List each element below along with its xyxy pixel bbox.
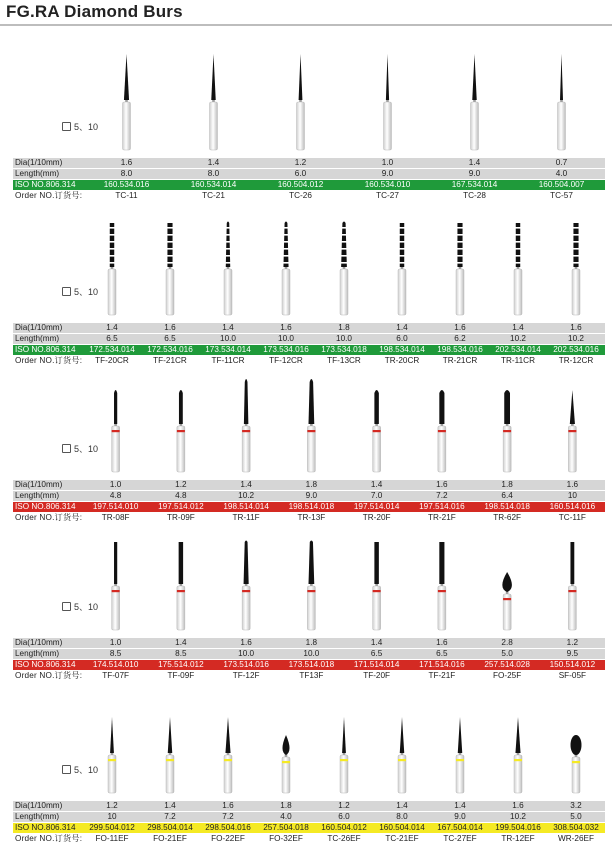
length-cell: 6.5	[164, 334, 176, 343]
spec-table	[13, 323, 605, 367]
iso-cell: 167.504.014	[437, 823, 483, 832]
bur-tc-26	[297, 54, 305, 150]
dia-cell: 2.8	[501, 638, 513, 647]
order-cell: TF-21CR	[153, 356, 187, 365]
pack-quantity-text: 5、10	[74, 765, 99, 775]
dia-cell: 1.6	[436, 638, 448, 647]
length-cell: 9.0	[454, 812, 466, 821]
length-row-label: Length(mm)	[15, 812, 60, 821]
order-cell: TF-21F	[428, 671, 456, 680]
dia-cell: 1.8	[501, 480, 513, 489]
length-cell: 8.0	[120, 169, 133, 178]
length-row-label: Length(mm)	[15, 491, 60, 500]
package-box-icon	[62, 765, 71, 774]
bur-illustrations	[0, 205, 612, 323]
bur-tr-09f	[177, 390, 185, 472]
order-cell: TC-11	[115, 191, 138, 200]
bur-fo-32ef	[282, 735, 290, 793]
iso-cell: 174.514.010	[92, 660, 139, 669]
length-cell: 10	[107, 812, 117, 821]
iso-cell: 298.504.014	[147, 823, 193, 832]
order-cell: TR-09F	[167, 513, 195, 522]
order-cell: TF-11CR	[211, 356, 245, 365]
iso-cell: 173.534.016	[263, 345, 309, 354]
bur-tr-62f	[503, 390, 511, 472]
length-row-label: Length(mm)	[15, 169, 60, 178]
dia-row-label: Dia(1/10mm)	[15, 801, 63, 810]
order-cell: FO-25F	[493, 671, 522, 680]
bur-tf-12cr	[282, 222, 290, 316]
dia-cell: 1.6	[164, 323, 176, 332]
order-cell: SF-05F	[558, 671, 587, 680]
bur-tc-27ef	[456, 717, 464, 793]
dia-cell: 1.4	[222, 323, 234, 332]
package-box-icon	[62, 602, 71, 611]
iso-cell: 202.534.014	[495, 345, 541, 354]
dia-row	[13, 480, 605, 491]
bur-section	[0, 40, 612, 200]
dia-cell: 1.2	[566, 638, 579, 647]
bur-tc-57	[558, 54, 566, 150]
iso-cell: 298.504.016	[205, 823, 251, 832]
bur-illustrations	[0, 683, 612, 801]
order-row-label: Order NO.订货号:	[15, 356, 83, 365]
iso-row-label: ISO NO.806.314	[15, 502, 76, 511]
length-cell: 7.2	[436, 491, 448, 500]
bur-tr-21f	[438, 390, 446, 472]
iso-cell: 173.514.018	[288, 660, 335, 669]
dia-cell: 1.4	[396, 323, 408, 332]
iso-cell: 171.514.014	[353, 660, 400, 669]
iso-cell: 197.514.014	[353, 502, 400, 511]
bur-tr-20cr	[398, 223, 406, 315]
dia-cell: 1.4	[396, 801, 408, 810]
order-cell: TC-26	[289, 191, 312, 200]
length-row-label: Length(mm)	[15, 649, 60, 658]
dia-cell: 1.4	[512, 323, 524, 332]
bur-tf-07f	[112, 542, 120, 630]
length-cell: 9.0	[381, 169, 394, 178]
order-cell: TR-08F	[101, 513, 130, 522]
dia-row	[13, 323, 605, 334]
length-cell: 10.2	[510, 334, 526, 343]
order-cell: TC-21	[202, 191, 225, 200]
iso-row	[13, 823, 605, 834]
iso-cell: 160.534.010	[364, 180, 411, 189]
spec-table	[13, 638, 605, 682]
iso-cell: 160.504.012	[277, 180, 324, 189]
length-cell: 4.0	[555, 169, 568, 178]
bur-tr-11cr	[514, 223, 522, 315]
bur-tf-20cr	[108, 223, 116, 315]
bur-tr-21cr	[456, 223, 464, 315]
iso-cell: 175.514.012	[158, 660, 204, 669]
order-cell: TR-12EF	[501, 834, 535, 843]
length-cell: 6.2	[454, 334, 466, 343]
dia-cell: 1.8	[305, 480, 318, 489]
length-cell: 5.0	[501, 649, 513, 658]
iso-row-label: ISO NO.806.314	[15, 345, 76, 354]
dia-cell: 1.0	[109, 638, 122, 647]
dia-cell: 1.6	[222, 801, 234, 810]
package-box-icon	[62, 444, 71, 453]
iso-row	[13, 502, 605, 513]
bur-illustrations	[0, 40, 612, 158]
iso-cell: 197.514.010	[92, 502, 139, 511]
iso-cell: 257.504.018	[263, 823, 309, 832]
bur-tc-21ef	[398, 717, 406, 793]
order-cell: TC-21EF	[385, 834, 419, 843]
length-cell: 9.0	[468, 169, 481, 178]
length-cell: 8.0	[207, 169, 220, 178]
order-cell: TR-62F	[493, 513, 521, 522]
pack-quantity	[62, 285, 98, 298]
length-cell: 7.2	[222, 812, 234, 821]
pack-quantity-text: 5、10	[74, 122, 99, 132]
order-row	[13, 834, 605, 845]
dia-cell: 1.0	[381, 158, 394, 167]
bur-section	[0, 520, 612, 680]
order-cell: TC-26EF	[327, 834, 361, 843]
order-cell: TF-12F	[232, 671, 260, 680]
iso-row-label: ISO NO.806.314	[15, 660, 76, 669]
order-cell: TR-12CR	[558, 356, 594, 365]
length-row	[13, 649, 605, 660]
pack-quantity	[62, 600, 98, 613]
title-divider	[0, 24, 612, 26]
order-cell: FO-32EF	[269, 834, 303, 843]
dia-cell: 1.4	[175, 638, 187, 647]
bur-tf-21cr	[166, 223, 174, 315]
bur-tf-21f	[438, 542, 446, 630]
order-cell: TR-21F	[428, 513, 456, 522]
iso-cell: 198.514.014	[223, 502, 269, 511]
order-cell: TC-11F	[558, 513, 586, 522]
dia-cell: 1.2	[338, 801, 350, 810]
bur-fo-22ef	[224, 717, 232, 793]
length-row	[13, 491, 605, 502]
order-cell: TR-20CR	[384, 356, 420, 365]
iso-cell: 160.504.014	[379, 823, 425, 832]
bur-tr-11f	[242, 379, 250, 472]
iso-row-label: ISO NO.806.314	[15, 180, 76, 189]
dia-row-label: Dia(1/10mm)	[15, 480, 63, 489]
page-title: FG.RA Diamond Burs	[6, 2, 183, 21]
bur-tc-11	[123, 54, 131, 150]
length-cell: 6.0	[338, 812, 350, 821]
order-cell: WR-26EF	[558, 834, 594, 843]
dia-cell: 1.6	[566, 480, 579, 489]
dia-cell: 1.4	[370, 480, 383, 489]
iso-cell: 160.504.012	[321, 823, 367, 832]
dia-cell: 1.6	[280, 323, 292, 332]
package-box-icon	[62, 287, 71, 296]
dia-cell: 1.4	[454, 801, 466, 810]
bur-wr-26ef	[571, 735, 582, 793]
bur-illustrations	[0, 362, 612, 480]
dia-row-label: Dia(1/10mm)	[15, 638, 63, 647]
dia-cell: 1.4	[164, 801, 176, 810]
bur-tf13f	[307, 541, 315, 631]
order-cell: TC-28	[463, 191, 486, 200]
order-row-label: Order NO.订货号:	[15, 834, 83, 843]
bur-section	[0, 205, 612, 365]
iso-cell: 198.514.018	[288, 502, 335, 511]
dia-cell: 1.4	[106, 323, 118, 332]
iso-cell: 198.514.018	[484, 502, 530, 511]
dia-cell: 1.6	[570, 323, 582, 332]
dia-row	[13, 638, 605, 649]
package-box-icon	[62, 122, 71, 131]
spec-table	[13, 158, 605, 202]
iso-cell: 308.504.032	[553, 823, 599, 832]
length-cell: 10.0	[303, 649, 320, 658]
length-cell: 9.0	[305, 491, 318, 500]
iso-cell: 160.514.016	[549, 502, 596, 511]
length-cell: 10.2	[510, 812, 526, 821]
bur-fo-11ef	[108, 717, 116, 793]
order-cell: TR-13F	[297, 513, 326, 522]
length-row	[13, 812, 605, 823]
dia-row-label: Dia(1/10mm)	[15, 323, 63, 332]
iso-cell: 160.534.014	[190, 180, 237, 189]
iso-cell: 197.514.016	[419, 502, 465, 511]
pack-quantity-text: 5、10	[74, 444, 99, 454]
dia-row	[13, 158, 605, 169]
order-cell: TC-27EF	[443, 834, 477, 843]
order-cell: TR-11F	[232, 513, 260, 522]
dia-cell: 1.6	[240, 638, 252, 647]
iso-cell: 172.534.016	[147, 345, 193, 354]
dia-cell: 3.2	[570, 801, 582, 810]
dia-cell: 1.2	[175, 480, 187, 489]
iso-row	[13, 345, 605, 356]
length-cell: 4.8	[175, 491, 187, 500]
order-row	[13, 191, 605, 202]
bur-tf-09f	[177, 542, 185, 630]
bur-tf-11cr	[224, 222, 232, 316]
pack-quantity-text: 5、10	[74, 602, 99, 612]
dia-cell: 1.4	[468, 158, 481, 167]
bur-tr-08f	[112, 390, 120, 472]
order-cell: TR-21CR	[442, 356, 478, 365]
iso-cell: 198.534.014	[379, 345, 425, 354]
length-cell: 8.5	[175, 649, 187, 658]
order-cell: TF13F	[299, 671, 324, 680]
iso-cell: 172.534.014	[89, 345, 135, 354]
dia-row-label: Dia(1/10mm)	[15, 158, 63, 167]
spec-table	[13, 801, 605, 845]
pack-quantity	[62, 763, 98, 776]
order-cell: TF-13CR	[327, 356, 361, 365]
length-cell: 10.0	[278, 334, 294, 343]
dia-cell: 1.2	[294, 158, 307, 167]
order-cell: TC-57	[550, 191, 573, 200]
dia-cell: 1.0	[109, 480, 122, 489]
length-cell: 9.5	[566, 649, 579, 658]
iso-cell: 173.534.018	[321, 345, 367, 354]
order-cell: TF-07F	[102, 671, 130, 680]
order-cell: TR-20F	[362, 513, 391, 522]
iso-cell: 199.504.016	[495, 823, 541, 832]
pack-quantity	[62, 120, 98, 133]
dia-cell: 1.4	[207, 158, 220, 167]
length-row	[13, 169, 605, 180]
dia-cell: 1.4	[370, 638, 383, 647]
order-cell: FO-21EF	[153, 834, 187, 843]
order-cell: TF-12CR	[269, 356, 303, 365]
spec-table	[13, 480, 605, 524]
iso-cell: 167.534.014	[451, 180, 498, 189]
length-cell: 8.5	[109, 649, 122, 658]
dia-cell: 1.6	[120, 158, 133, 167]
iso-row	[13, 660, 605, 671]
length-cell: 7.2	[164, 812, 176, 821]
length-cell: 10.0	[220, 334, 236, 343]
bur-tc-21	[210, 54, 218, 150]
order-cell: FO-11EF	[95, 834, 129, 843]
bur-illustrations	[0, 520, 612, 638]
length-cell: 10.0	[336, 334, 352, 343]
order-cell: TF-09F	[167, 671, 195, 680]
length-cell: 4.0	[280, 812, 292, 821]
order-cell: FO-22EF	[211, 834, 245, 843]
pack-quantity-text: 5、10	[74, 287, 99, 297]
dia-cell: 1.8	[305, 638, 318, 647]
dia-row	[13, 801, 605, 812]
bur-tr-20f	[373, 390, 381, 472]
bur-tf-20f	[373, 542, 381, 630]
length-cell: 6.4	[501, 491, 513, 500]
order-row	[13, 671, 605, 682]
dia-cell: 1.6	[512, 801, 524, 810]
iso-row	[13, 180, 605, 191]
iso-row-label: ISO NO.806.314	[15, 823, 76, 832]
pack-quantity	[62, 442, 98, 455]
iso-cell: 160.534.016	[103, 180, 150, 189]
order-row-label: Order NO.订货号:	[15, 191, 83, 200]
order-row-label: Order NO.订货号:	[15, 513, 83, 522]
order-cell: TC-27	[376, 191, 399, 200]
order-cell: TF-20CR	[95, 356, 129, 365]
length-cell: 6.0	[294, 169, 307, 178]
iso-cell: 173.534.014	[205, 345, 251, 354]
bur-tr-13f	[307, 379, 315, 472]
dia-cell: 1.2	[106, 801, 118, 810]
length-cell: 6.5	[370, 649, 383, 658]
bur-tc-26ef	[340, 717, 348, 793]
length-cell: 10.0	[238, 649, 255, 658]
length-row	[13, 334, 605, 345]
bur-fo-25f	[502, 572, 512, 630]
order-cell: TF-20F	[363, 671, 391, 680]
iso-cell: 171.514.016	[419, 660, 465, 669]
iso-cell: 160.504.007	[538, 180, 585, 189]
length-row-label: Length(mm)	[15, 334, 60, 343]
length-cell: 7.0	[370, 491, 383, 500]
bur-tc-28	[471, 54, 479, 150]
bur-tf-12f	[242, 541, 250, 631]
dia-cell: 0.7	[555, 158, 568, 167]
length-cell: 10	[567, 491, 577, 500]
bur-section	[0, 683, 612, 843]
order-row-label: Order NO.订货号:	[15, 671, 83, 680]
iso-cell: 299.504.012	[89, 823, 135, 832]
length-cell: 6.0	[396, 334, 408, 343]
iso-cell: 173.514.016	[223, 660, 269, 669]
bur-tr-12ef	[514, 717, 522, 793]
bur-fo-21ef	[166, 717, 174, 793]
length-cell: 10.2	[238, 491, 255, 500]
bur-sf-05f	[568, 542, 576, 630]
bur-section	[0, 362, 612, 522]
dia-cell: 1.4	[240, 480, 252, 489]
iso-cell: 197.514.012	[158, 502, 204, 511]
dia-cell: 1.8	[338, 323, 350, 332]
dia-cell: 1.8	[280, 801, 292, 810]
length-cell: 10.2	[568, 334, 584, 343]
bur-tc-27	[384, 54, 392, 150]
iso-cell: 150.514.012	[549, 660, 596, 669]
iso-cell: 257.514.028	[484, 660, 530, 669]
dia-cell: 1.6	[454, 323, 466, 332]
length-cell: 6.5	[106, 334, 118, 343]
iso-cell: 198.534.016	[437, 345, 483, 354]
order-cell: TR-11CR	[501, 356, 535, 365]
length-cell: 4.8	[109, 491, 122, 500]
length-cell: 5.0	[570, 812, 582, 821]
dia-cell: 1.6	[436, 480, 448, 489]
bur-tr-12cr	[572, 223, 580, 315]
length-cell: 6.5	[436, 649, 448, 658]
iso-cell: 202.534.016	[553, 345, 599, 354]
length-cell: 8.0	[396, 812, 408, 821]
bur-tc-11f	[568, 390, 576, 472]
bur-tf-13cr	[340, 222, 348, 316]
